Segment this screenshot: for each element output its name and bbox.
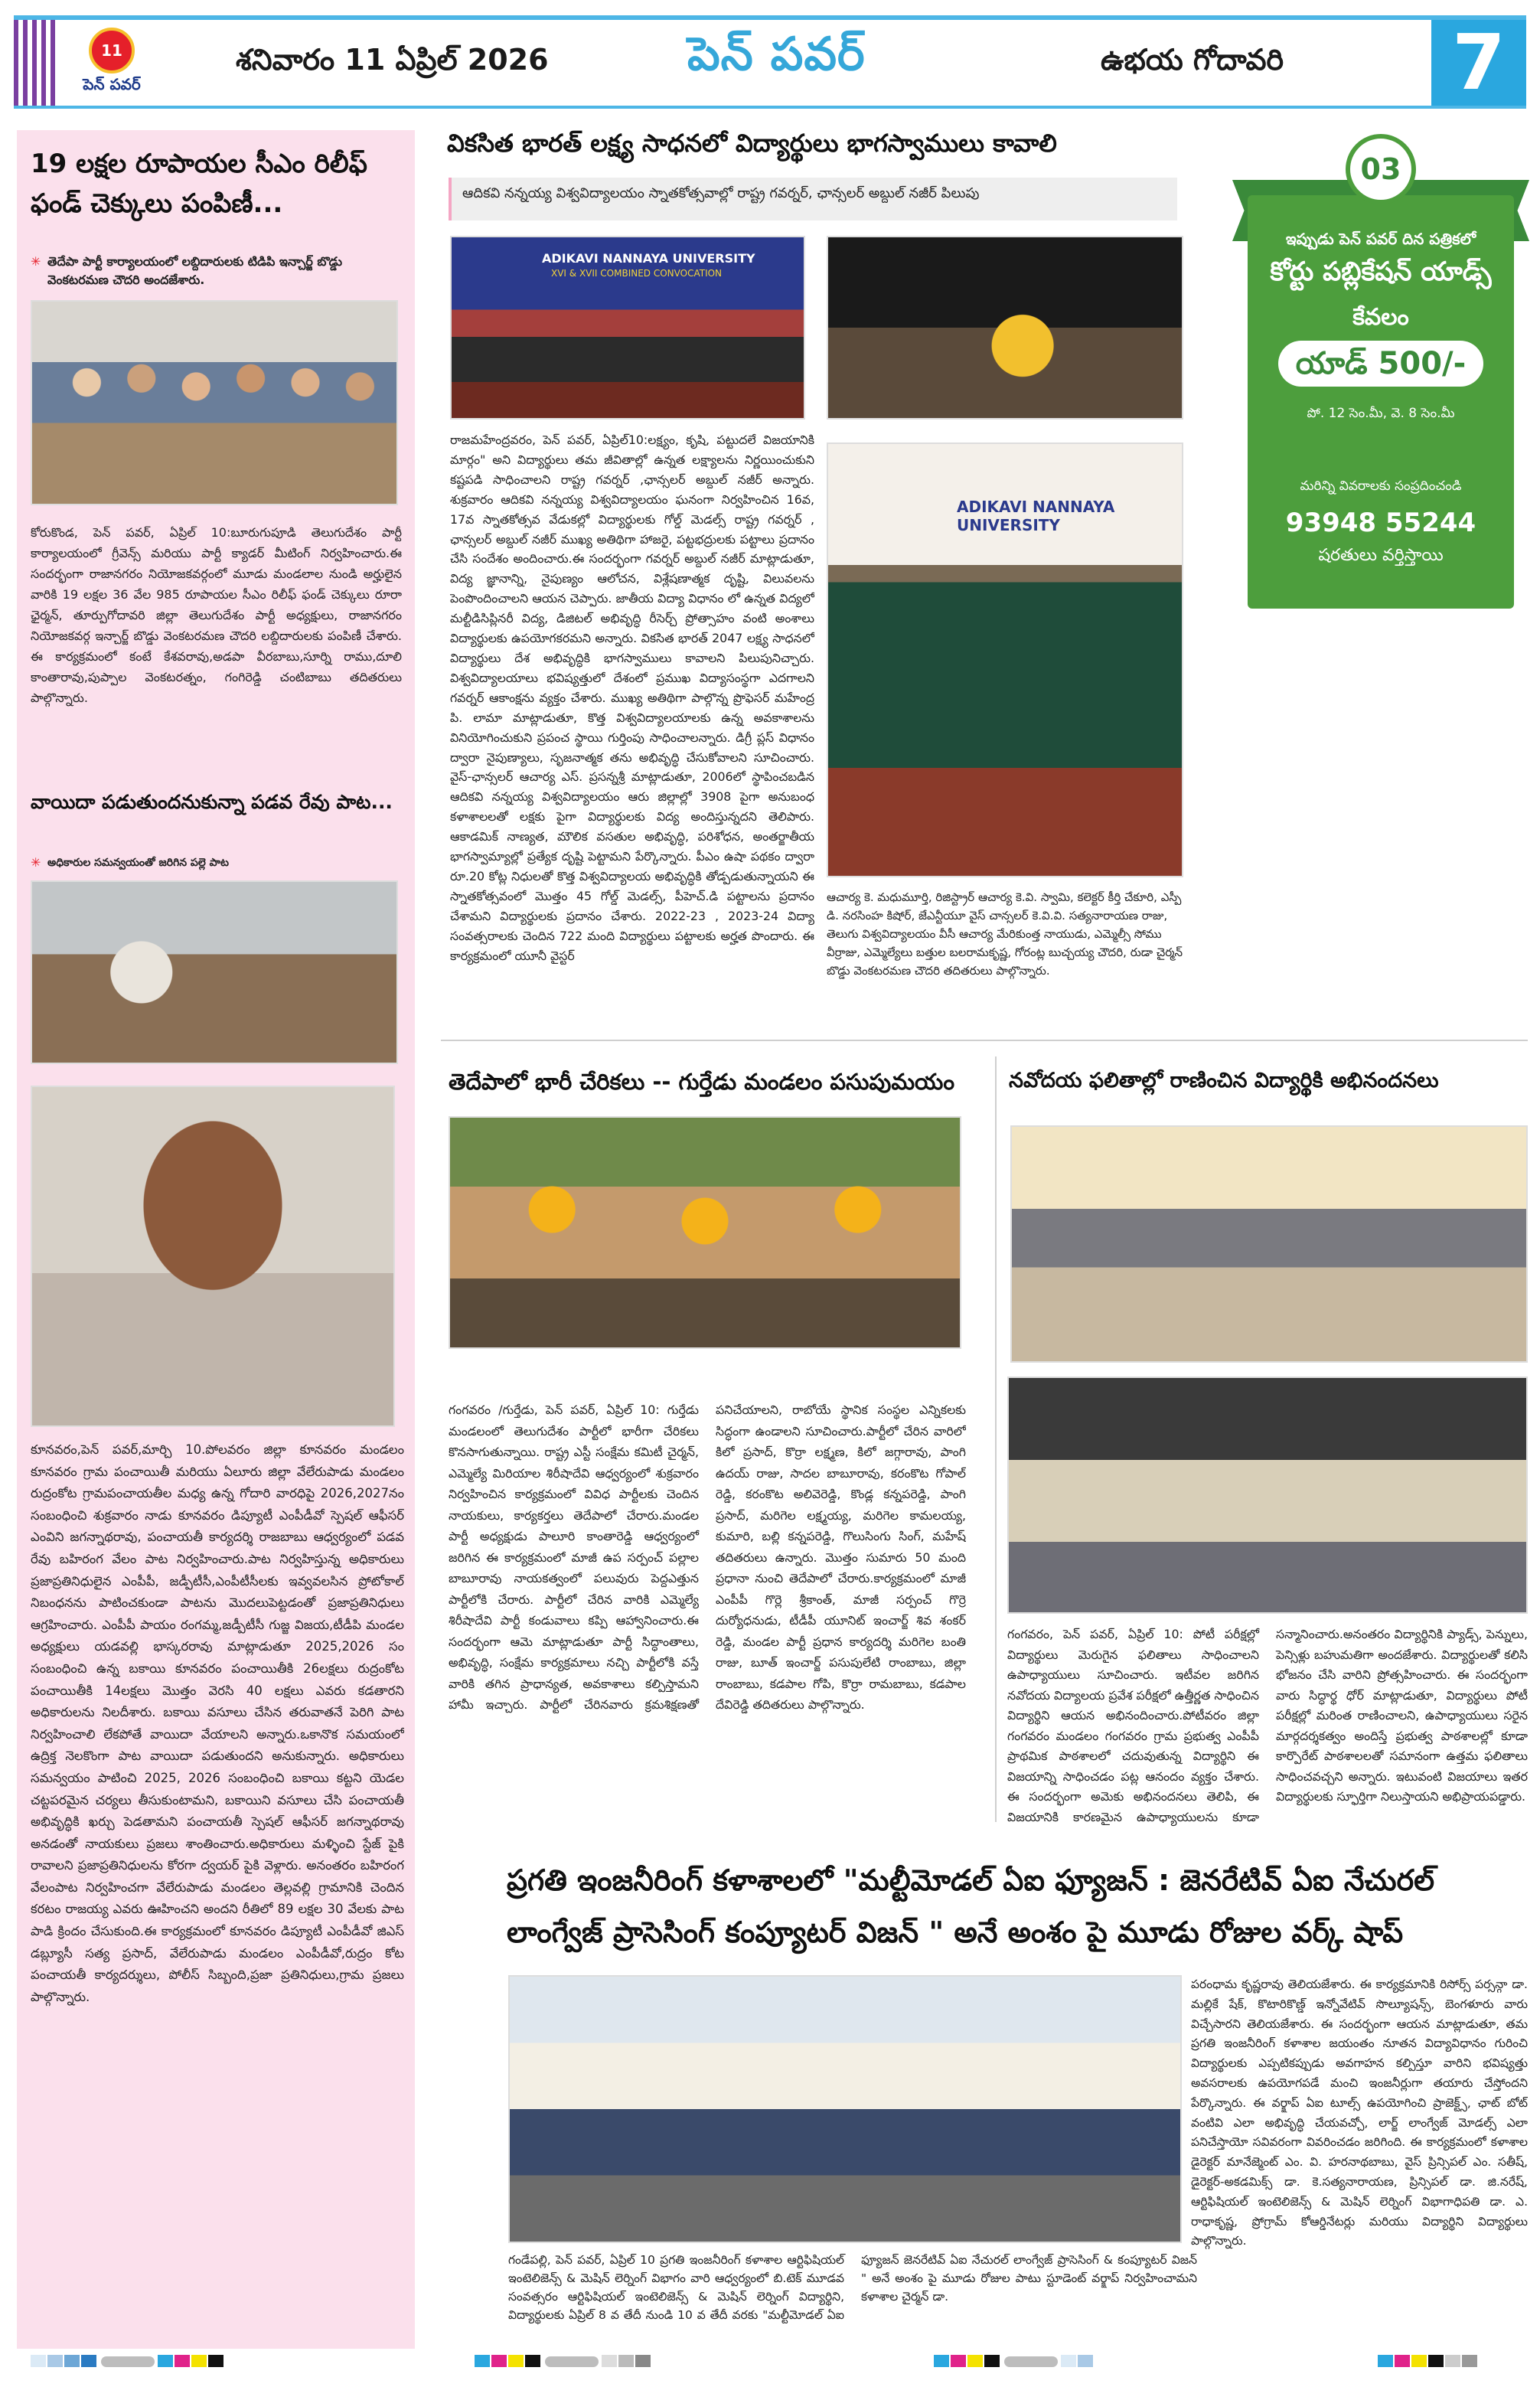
logo-emblem: 11 xyxy=(89,28,135,73)
masthead xyxy=(14,15,1526,109)
column-divider xyxy=(995,1056,997,1822)
cheque-distribution-photo xyxy=(31,300,398,505)
tdp-joining-rally-photo xyxy=(449,1116,961,1349)
ad-phone: 93948 55244 xyxy=(1285,508,1476,538)
ad-terms: షరతులు వర్తిస్తాయి xyxy=(1318,546,1444,565)
registration-marks-left xyxy=(31,2355,225,2370)
pragati-body: గండేపల్లి, పెన్ పవర్, ఏప్రిల్ 10 ప్రగతి ఇంజనీరింగ్ కళాశాల ఆర్టిఫిషియల్ ఇంటెలిజెన్స్ & మెషిన్ లెర్నింగ్ విభాగం వారి ఆధ్వర్యంలో బి.టెక్ మూడవ సంవత్సరం ఆర్టిఫిషియల్ ఇంటెలిజెన్స్ & మెషిన్ లెర్నింగ్ విద్యార్థిని, విద్యార్థులకు ఏప్రిల్ 8 వ తేదీ నుండి 10 వ తేదీ వరకు "మల్టీమోడల్ ఏఐ ఫ్యూజన్ జెనరేటివ్ ఏఐ నేచురల్ లాంగ్వేజ్ ప్రాసెసింగ్ & కంప్యూటర్ విజన్ " అనే అంశం పై మూడు రోజుల పాటు స్టూడెంట్ వర్క్షాప్ నిర్వహించామని కళాశాల చైర్మన్ డా. xyxy=(508,2253,1197,2322)
registration-marks-center xyxy=(934,2355,1095,2370)
newspaper-logo xyxy=(66,28,158,98)
story1-bullet: ✳ తెదేపా పార్టీ కార్యాలయంలో లబ్దిదారులకు టిడిపి ఇన్చార్జ్ బొడ్డు వెంకటరమణ చౌదరి అందజేశారు. xyxy=(31,253,406,289)
masthead-stripes-left xyxy=(14,20,60,106)
ad-only-label: కేవలం xyxy=(1352,304,1409,331)
ceremony-banner-text: ADIKAVI NANNAYA UNIVERSITY xyxy=(957,498,1115,534)
pragati-headline: ప్రగతి ఇంజనీరింగ్ కళాశాలలో "మల్టీమోడల్ ఏఐ ఫ్యూజన్ : జెనరేటివ్ ఏఐ నేచురల్ లాంగ్వేజ్ ప్రాసెసింగ్ కంప్యూటర్ విజన్ " అనే అంశం పై మూడు రోజుల వర్క్ షాప్ xyxy=(507,1863,1435,1949)
tdp-headline: తెదేపాలో భారీ చేరికలు -- గుర్తేడు మండలం పసుపుమయం xyxy=(449,1069,955,1095)
page-number: 7 xyxy=(1431,20,1526,106)
ad-contact-note: మరిన్ని వివరాలకు సంప్రదించండి xyxy=(1300,478,1462,494)
workshop-group-photo xyxy=(508,1975,1182,2243)
registration-marks-right xyxy=(1378,2355,1479,2370)
story1-headline: 19 లక్షల రూపాయల సీఎం రిలీఫ్ ఫండ్ చెక్కులు పంపిణీ... xyxy=(31,149,367,219)
gold-medal-presentation-photo xyxy=(827,442,1183,877)
registration-marks-middle xyxy=(475,2355,652,2370)
convocation-subhead: ఆదికవి నన్నయ్య విశ్వవిద్యాలయం స్నాతకోత్సవాల్లో రాష్ట్ర గవర్నర్, ఛాన్సలర్ అబ్దుల్ నజీర్ పిలుపు xyxy=(449,178,1177,220)
ad-size: పో. 12 సెం.మీ, వె. 8 సెం.మీ xyxy=(1307,406,1455,421)
issue-date: శనివారం 11 ఏప్రిల్ 2026 xyxy=(236,43,549,77)
navodaya-classroom-photo-1 xyxy=(1010,1125,1528,1363)
story2-bullet-1: ✳ అధికారుల సమన్వయంతో జరిగిన పల్లె పాట xyxy=(31,854,406,871)
convocation-body: రాజమహేంద్రవరం, పెన్ పవర్, ఏప్రిల్10:లక్ష్యం, కృషి, పట్టుదలే విజయానికి మార్గం" అని విద్యార్థులు తమ జీవితాల్లో ఉన్నత లక్ష్యాలను నిర్ణయించుకుని కష్టపడి సాధించాలని రాష్ట్ర గవర్నర్ ,ఛాన్సలర్ అబ్దుల్ నజీర్ అన్నారు. శుక్రవారం ఆదికవి నన్నయ్య విశ్వవిద్యాలయం ఘనంగా నిర్వహించిన 16వ, 17వ స్నాతకోత్సవ వేడుకల్లో విద్యార్థులకు గోల్డ్ మెడల్స్ రాష్ట్ర గవర్నర్ , ఛాన్సలర్ అబ్దుల్ నజీర్ ముఖ్య అతిథిగా హాజరై, పట్టభద్రులకు పట్టాలు ప్రదానం చేసి సందేశం అందించారు.ఈ సందర్భంగా గవర్నర్ అబ్దుల్ నజీర్ మాట్లాడుతూ, విద్య జ్ఞానాన్ని, నైపుణ్యం ఆలోచన, విశ్లేషణాత్మక దృష్టి, విలువలను పెంపొందించాలని ఆయన చెప్పారు. జాతీయ విద్యా విధానం లో ఉన్నత విద్యలో మల్టీడిసిప్లినరీ విద్య, డిజిటల్ అభివృద్ధి రీసెర్చ్ ప్రోత్సాహం వంటి అంశాలు విద్యార్థులకు ఉపయోగకరమని అన్నారు. వికసిత భారత్ 2047 లక్ష్య సాధనలో విద్యార్థులు దేశ అభివృద్ధికి భాగస్వాములు కావాలని పిలుపునిచ్చారు. విశ్వవిద్యాలయాలు భవిష్యత్తులో దేశంలో ప్రముఖ విద్యాసంస్థగా ఎదగాలని గవర్నర్ ఆకాంక్షను వ్యక్తం చేశారు. ముఖ్య అతిథిగా పాల్గొన్న ప్రొఫెసర్ మహేంద్ర పి. లామా మాట్లాడుతూ, కొత్త విశ్వవిద్యాలయాలకు ఉన్న అవకాశాలను వినియోగించుకుని ప్రపంచ స్థాయి గుర్తింపు సాధించాలన్నారు. డిగ్రీ ప్లస్ విధానం ద్వారా నైపుణ్యాలు, సృజనాత్మక తను అభివృద్ధి చేసుకోవాలని సూచించారు. వైస్-ఛాన్సలర్ ఆచార్య ఎస్. ప్రసన్నశ్రీ మాట్లాడుతూ, 2006లో స్థాపించబడిన ఆదికవి నన్నయ్య విశ్వవిద్యాలయం ఆరు జిల్లాల్లో 3908 పైగా అనుబంధ కళాశాలలతో లక్షకు పైగా విద్యార్థులకు విద్య అందిస్తున్నదని తెలిపారు. ఆకాడమిక్ నాణ్యత, మౌలిక వసతుల అభివృద్ధి, పరిశోధన, అంతర్జాతీయ భాగస్వామ్యాల్లో ప్రత్యేక దృష్టి పెట్టామని పేర్కొన్నారు. పీఎం ఉషా పథకం ద్వారా రూ.20 కోట్ల నిధులతో కొత్త విశ్వవిద్యాలయ అభివృద్ధికి తోడ్పడుతున్నాయని ఈ స్నాతకోత్సవంలో మొత్తం 45 గోల్డ్ మెడల్స్, పీహెచ్.డి పట్టాలను ప్రదానం చేశామని విద్యార్థులకు ప్రదానం చేశారు. 2022-23 , 2023-24 విద్యా సంవత్సరాలకు చెందిన 722 మంది విద్యార్థులు పట్టాలకు అర్హత పొందారు. ఈ కార్యక్రమంలో యూనీ వైస్టర్ xyxy=(450,433,814,963)
ad-service: కోర్టు పబ్లికేషన్ యాడ్స్ xyxy=(1270,256,1492,287)
boat-auction-meeting-photo xyxy=(31,880,398,1064)
pragati-body-continued: పరంధామ కృష్ణరావు తెలియజేశారు. ఈ కార్యక్రమానికి రిసోర్స్ పర్సన్గా డా. మల్లికే షేక్, కొటారికొణ్డ్ ఇన్నోవేటివ్ సొల్యూషన్స్, బెంగళూరు వారు విచ్చేసారని తెలియజేశారు. ఈ సందర్భంగా ఆయన మాట్లాడుతూ, తమ ప్రగతి ఇంజనీరింగ్ కళాశాల జయంతం నూతన విద్యావిధానం గురించి విద్యార్థులకు ఎప్పటికప్పుడు అవగాహన కల్పిస్తూ వారిని భవిష్యత్తు అవసరాలకు ఉపయోగపడే మంచి ఇంజనీర్లుగా తయారు చేస్తోందని పేర్కొన్నారు. ఈ వర్క్షాప్ ఏఐ టూల్స్ ఉపయోగించి ప్రాజెక్ట్స్, ఛాట్ బోట్ వంటివి ఎలా అభివృద్ధి చేయవచ్చో, లార్జ్ లాంగ్వేజ్ మోడల్స్ ఎలా పనిచేస్తాయో సవివరంగా వివరించడం జరిగింది. ఈ కార్యక్రమంలో కళాశాల డైరెక్టర్ మానేజ్మెంట్ ఎం. వి. హరనాథబాబు, వైస్ ప్రిన్సిపల్ ఎం. సతీష్, డైరెక్టర్-అకడమిక్స్ డా. కె.సత్యనారాయణ, ప్రిన్సిపల్ డా. జి.నరేష్, ఆర్టిఫిషియల్ ఇంటెలిజెన్స్ & మెషిన్ లెర్నింగ్ విభాగాధిపతి డా. ఎ. రాధాకృష్ణ, ప్రోగ్రామ్ కోఆర్డినేటర్లు మరియు విద్యార్థిని విద్యార్థులు పాల్గొన్నారు. xyxy=(1191,1977,1528,2248)
navodaya-body: గంగవరం, పెన్ పవర్, ఏప్రిల్ 10: పోటీ పరీక్షల్లో విద్యార్థులు మెరుగైన ఫలితాలు సాధించాలని ఉపాధ్యాయులు సూచించారు. ఇటీవల జరిగిన నవోదయ విద్యాలయ ప్రవేశ పరీక్షలో ఉత్తీర్ణత సాధించిన విద్యార్థిని ఆయన అభినందించారు.పోటీవరం జిల్లా గంగవరం మండలం గంగవరం గ్రామ ప్రభుత్వ ఎంపీపీ ప్రాథమిక పాఠశాలలో చదువుతున్న విద్యార్థిని ఈ విజయాన్ని సాధించడం పట్ల ఆనందం వ్యక్తం చేశారు. ఈ సందర్భంగా అమెకు అభినందనలు తెలిపి, ఈ విజయానికి కారణమైన ఉపాధ్యాయులను కూడా సన్మానించారు.అనంతరం విద్యార్థినికి ప్యాడ్స్, పెన్నులు, పెన్సిళ్లు బహుమతిగా అందజేశారు. విద్యార్థులతో కలిసి భోజనం చేసి వారిని ప్రోత్సహించారు. ఈ సందర్భంగా వారు సిద్ధార్థ ధోర్ మాట్లాడుతూ, విద్యార్థులు పోటీ పరీక్షల్లో మరింత రాణించాలని, ఉపాధ్యాయులు సరైన మార్గదర్శకత్వం అందిస్తే ప్రభుత్వ పాఠశాలల్లో కూడా కార్పొరేట్ పాఠశాలలతో సమానంగా ఉత్తమ ఫలితాలు సాధించవచ్చని అన్నారు. ఇటువంటి విజయాలు ఇతర విద్యార్థులకు స్ఫూర్తిగా నిలుస్తాయని అభిప్రాయపడ్డారు. xyxy=(1007,1627,1528,1824)
edition-region: ఉభయ గోదావరి xyxy=(1101,43,1284,77)
section-divider xyxy=(441,1040,1528,1041)
logo-label: పెన్ పవర్ xyxy=(83,75,141,93)
governor-podium-photo xyxy=(827,236,1183,420)
ad-intro: ఇప్పుడు పెన్ పవర్ దిన పత్రికలో xyxy=(1285,230,1476,248)
convocation-stage-photo xyxy=(450,236,805,420)
story2-headline: వాయిదా పడుతుందనుకున్నా పడవ రేవు పాట... xyxy=(31,791,393,813)
newspaper-title: పెన్ పవర్ xyxy=(687,28,866,81)
navodaya-classroom-photo-2 xyxy=(1007,1376,1528,1614)
stage-banner-text: ADIKAVI NANNAYA UNIVERSITY xyxy=(542,251,755,266)
ad-price: యాడ్ 500/- xyxy=(1278,341,1483,387)
woman-portrait-photo xyxy=(31,1086,395,1427)
convocation-photo-caption: ఆచార్య కె. మధుమూర్తి, రిజిస్ట్రార్ ఆచార్య కె.వి. స్వామి, కలెక్టర్ కీర్తి చేకూరి, ఎస్పీ డి. నరసింహ కిషోర్, జేఎన్టీయూ వైస్ చాన్సలర్ కె.వి.వి. సత్యనారాయణ రాజు, తెలుగు విశ్వవిద్యాలయం వీసీ ఆచార్య మేరికుంత్త నాయుడు, ఎమ్మెల్సీ సోము వీర్రాజు, ఎమ్మెల్యేలు బత్తుల బలరామకృష్ణ, గోరంట్ల బుచ్చయ్య చౌదరి, రుడా చైర్మన్ బొడ్డు వెంకటరమణ చౌదరి తదితరులు పాల్గొన్నారు. xyxy=(827,890,1183,978)
stage-banner-subtext: XVI & XVII COMBINED CONVOCATION xyxy=(551,268,723,279)
tdp-body: గంగవరం /గుర్తేడు, పెన్ పవర్, ఏప్రిల్ 10: గుర్తేడు మండలంలో తెలుగుదేశం పార్టీలో భారీగా చేరికలు కొనసాగుతున్నాయి. రాష్ట్ర ఎస్టీ సంక్షేమ కమిటీ చైర్మన్, ఎమ్మెల్యే మిరియాల శిరీషాదేవి ఆధ్వర్యంలో శుక్రవారం నిర్వహించిన కార్యక్రమంలో వివిధ పార్టీలకు చెందిన నాయకులు, కార్యకర్తలు తెదేపాలో చేరారు.మండల పార్టీ అధ్యక్షుడు పాలూరి కాంతారెడ్డి ఆధ్వర్యంలో జరిగిన ఈ కార్యక్రమంలో మాజీ ఉప సర్పంచ్ పల్లాల బాబూరావు నాయకత్వంలో పలువురు పెద్దఎత్తున పార్టీలోకి చేరారు. పార్టీలో చేరిన వారికి ఎమ్మెల్యే శిరీషాదేవి పార్టీ కండువాలు కప్పి ఆహ్వానించారు.ఈ సందర్భంగా ఆమె మాట్లాడుతూ పార్టీ సిద్ధాంతాలు, అభివృద్ధి, సంక్షేమ కార్యక్రమాలు నచ్చి పార్టీలోకి వస్తే వారికి తగిన ప్రాధాన్యత, అవకాశాలు కల్పిస్తామని హామీ ఇచ్చారు. పార్టీలో చేరినవారు క్రమశిక్షణతో పనిచేయాలని, రాబోయే స్థానిక సంస్థల ఎన్నికలకు సిద్ధంగా ఉండాలని సూచించారు.పార్టీలో చేరిన వారిలో కిలో ప్రసాద్, కొర్రా లక్ష్మణ, కిలో జగ్గారావు, పాంగి ఉదయ్ రాజు, సాదల బాబూరావు, కరంకొట గోపాల్ రెడ్డి, కరంకొట అలివెరెడ్డి, కొండ్ల కన్నపరెడ్డి, పాంగి ప్రసాద్, మరిగెల లక్ష్మయ్య, మరిగెల కామలయ్య, కుమారి, బల్లి కన్నపరెడ్డి, గొలుసింగు సింగ్, మహేష్ తదితరులు ఉన్నారు. మొత్తం సుమారు 50 మంది ప్రధానా నుంచి తెదేపాలో చేరారు.కార్యక్రమంలో మాజీ ఎంపీపీ గొర్లె శ్రీకాంత్, మాజీ సర్పంచ్ గొర్రె దుర్యోధనుడు, టీడీపీ యూనిట్ ఇంచార్జ్ శివ శంకర్ రెడ్డి, మండల పార్టీ ప్రధాన కార్యదర్శి మరిగెల బంతి రాజు, బూత్ ఇంచార్జ్ పసుపులేటి రాంబాబు, జిల్లా రాంబాబు, కడపాల గోపి, కొర్రా రామబాబు, కడపాల దేవిరెడ్డి తదితరులు పాల్గొన్నారు. xyxy=(449,1402,966,1712)
court-publication-ad xyxy=(1232,134,1529,609)
story2-body: కూనవరం,పెన్ పవర్,మార్చి 10.పోలవరం జిల్లా కూనవరం మండలం కూనవరం గ్రామ పంచాయితీ మరియు ఏలూరు జిల్లా వేలేరుపాడు మండలం రుద్రంకోట గ్రామపంచాయతీల మధ్య ఉన్న గోదారి వారధిపై 2026,2027నం సంబంధించి శుక్రవారం నాడు కూనవరం డిప్యూటీ ఎంపీడీవో స్పెషల్ ఆఫీసర్ ఎంవిని జగన్నాథరావు, పంచాయతీ కార్యదర్శి రాజబాబు ఆధ్వర్యంలో పడవ రేవు బహిరంగ వేలం పాట నిర్వహించారు.పాట నిర్వహిస్తున్న అధికారులు ప్రజాప్రతినిధులైన ఎంపీపీ, జడ్పీటీసీ,ఎంపీటీసీలకు ఇవ్వవలసిన ప్రోటోకాల్ నిబంధనను పాటించకుండా పాటను మొదలుపెట్టడంతో ప్రజాప్రతినిధులు ఆగ్రహించారు. ఎంపీపీ పాయం రంగమ్మ,జడ్పీటీసీ గుజ్జ విజయ,టీడీపి మండల అధ్యక్షులు యడవల్లి భాస్కరరావు మాట్లాడుతూ 2025,2026 సం సంబంధించి ఉన్న బకాయి కూనవరం పంచాయితీకి 26లక్షలు రుద్రంకోట పంచాయితీకి 14లక్షలు మొత్తం వెరసి 40 లక్షలు ఎవరు కడతారని అధికారులను నిలదీశారు. బకాయి వసూలు చేసిన తరువాతనే పెరిగి పాట నిర్వహించాలి లేకపోతే వాయిదా వేయాలని అన్నారు.ఒకానొక సమయంలో ఉద్రిక్త నెలకొంగా పాట వాయిదా పడుతుందని అనుకున్నారు. అధికారులు సమన్వయం పాటించి 2025, 2026 సంబంధించి బకాయి కట్టని యెడల చట్టపరమైన చర్యలు తీసుకుంటామని, బకాయిని వసూలు చేసి పంచాయతీ అభివృద్ధికి ఖర్చు పెడతామని పంచాయతీ స్పెషల్ ఆఫీసర్ జగన్నాథరావు అనడంతో నాయకులు ప్రజలు శాంతించారు.అధికారులు మళ్ళించి స్టేజ్ పైకి రావాలని ప్రజాప్రతినిధులను కోరగా ద్వయర్ పైకి వెళ్లారు. అనంతరం బహిరంగ వేలంపాట నిర్వహించగా వేలేరుపాడు మండలం తెల్లవల్లి గ్రామానికి చెందిన కరటం రాజయ్య ఎవరు ఊహించని అందని రీతిలో 89 లక్షల 30 వేలకు పాట పాడి క్రిందం చేసుకుంది.ఈ కార్యక్రమంలో కూనవరం డిప్యూటీ ఎంపీడీవో జిఎస్ డబ్ల్యూసీ సత్య ప్రసాద్, వేలేరుపాడు మండలం ఎంపీడీవో,రుద్రం కోట పంచాయతీ కార్యదర్శులు, పోలీస్ సిబ్బంది,ప్రజా ప్రతినిధులు,గ్రామ ప్రజలు పాల్గొన్నారు. xyxy=(31,1442,404,2004)
story1-body: కోరుకొండ, పెన్ పవర్, ఏప్రిల్ 10:బూరుగుపూడి తెలుగుదేశం పార్టీ కార్యాలయంలో గ్రీవెన్స్ మరియు పార్టీ క్యాడర్ మీటింగ్ నిర్వహించారు.ఈ సందర్భంగా రాజానగరం నియోజకవర్గంలో మూడు మండలాల నుండి అర్హులైన వారికి 19 లక్షల 36 వేల 985 రూపాయల సీఎం రిలీఫ్ ఫండ్ చెక్కులు రూరా ఛైర్మన్, తూర్పుగోదావరి జిల్లా తెలుగుదేశం పార్టీ అధ్యక్షులు, రాజానగరం నియోజకవర్గ ఇన్చార్జ్ బొడ్డు వెంకటరమణ చౌదరి లబ్దిదారులకు పంపిణీ చేశారు. ఈ కార్యక్రమంలో కంటే కేశవరావు,అడపా వీరబాబు,సూర్ని రాము,దూలి కాంతారావు,పుప్పాల వెంకటరత్నం, గంగిరెడ్డి చంటిబాబు తదితరులు పాల్గొన్నారు. xyxy=(31,525,402,705)
convocation-headline: వికసిత భారత్ లక్ష్య సాధనలో విద్యార్థులు భాగస్వాములు కావాలి xyxy=(447,129,1057,158)
ad-number-badge: 03 xyxy=(1346,134,1416,204)
navodaya-headline: నవోదయ ఫలితాల్లో రాణించిన విద్యార్థికి అభినందనలు xyxy=(1009,1069,1439,1092)
